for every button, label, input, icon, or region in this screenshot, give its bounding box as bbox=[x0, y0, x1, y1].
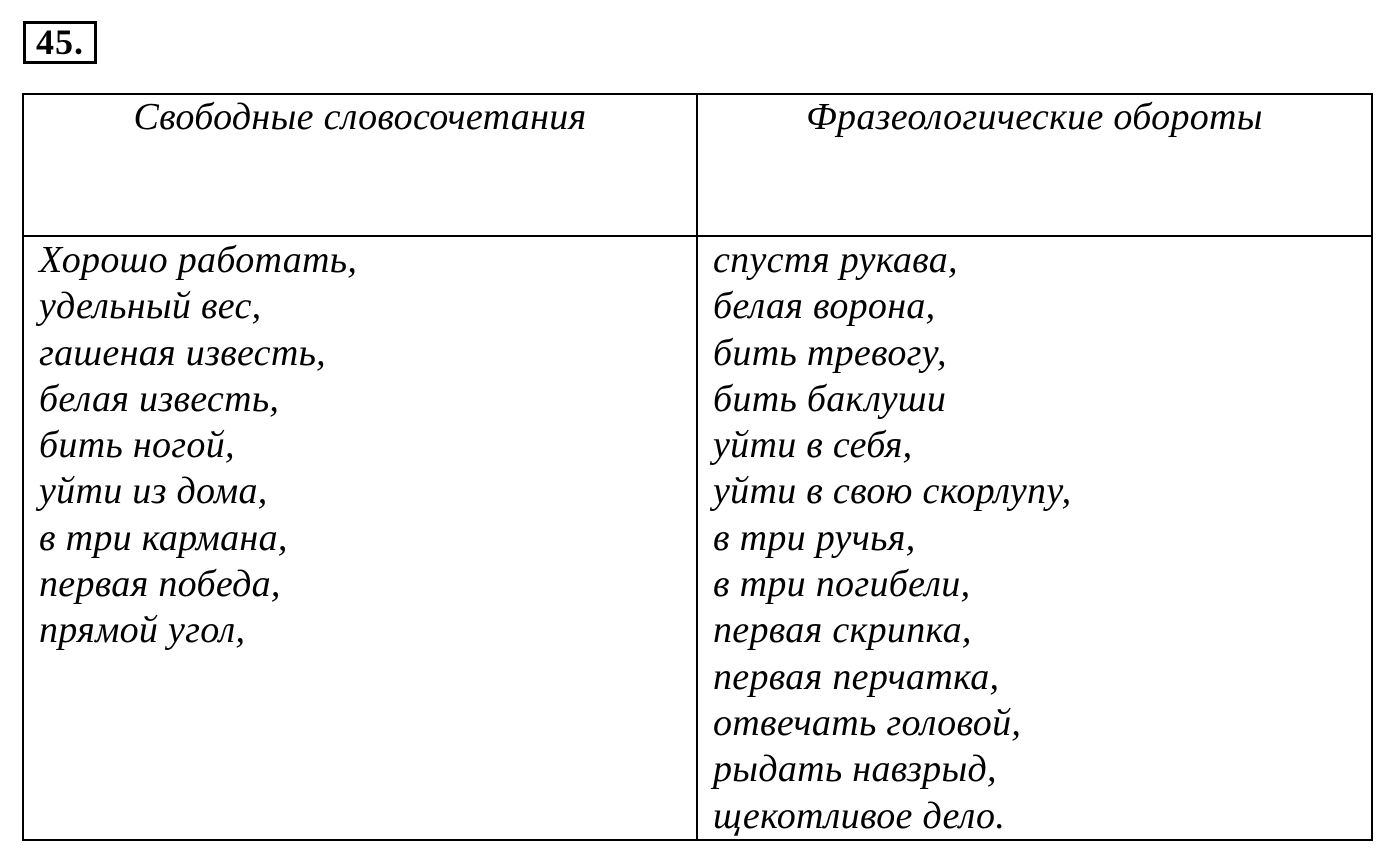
list-item: щекотливое дело. bbox=[713, 794, 1006, 837]
list-item: удельный вес, bbox=[39, 285, 262, 328]
list-item: белая известь, bbox=[39, 377, 280, 420]
list-item: в три кармана, bbox=[39, 516, 288, 559]
table-header-row bbox=[23, 94, 1372, 236]
list-item: в три ручья, bbox=[713, 516, 916, 559]
list-item: прямой угол, bbox=[39, 609, 246, 652]
list-item: уйти в свою скорлупу, bbox=[713, 470, 1072, 513]
header-idioms: Фразеологические обороты bbox=[697, 94, 1372, 236]
header-free-phrases: Свободные словосочетания bbox=[23, 94, 697, 236]
table-body-row bbox=[23, 236, 1372, 840]
list-item: Хорошо работать, bbox=[39, 239, 358, 281]
list-item: гашеная известь, bbox=[39, 331, 326, 374]
list-item: первая победа, bbox=[39, 563, 281, 606]
free-phrases-cell bbox=[23, 236, 697, 840]
list-item: уйти из дома, bbox=[39, 470, 268, 513]
list-item: рыдать навзрыд, bbox=[713, 748, 997, 791]
phrases-table bbox=[22, 93, 1373, 841]
list-item: отвечать головой, bbox=[713, 701, 1022, 744]
list-item: первая скрипка, bbox=[713, 609, 972, 652]
free-phrases-list bbox=[24, 237, 696, 654]
list-item: бить ногой, bbox=[39, 424, 235, 467]
list-item: первая перчатка, bbox=[713, 655, 1000, 698]
idioms-cell bbox=[697, 236, 1372, 840]
idioms-list bbox=[698, 237, 1371, 839]
list-item: бить баклуши bbox=[713, 377, 947, 420]
list-item: бить тревогу, bbox=[713, 331, 947, 374]
list-item: спустя рукава, bbox=[713, 239, 958, 281]
list-item: уйти в себя, bbox=[713, 424, 913, 467]
exercise-number: 45. bbox=[23, 21, 97, 64]
list-item: в три погибели, bbox=[713, 563, 971, 606]
list-item: белая ворона, bbox=[713, 285, 936, 328]
